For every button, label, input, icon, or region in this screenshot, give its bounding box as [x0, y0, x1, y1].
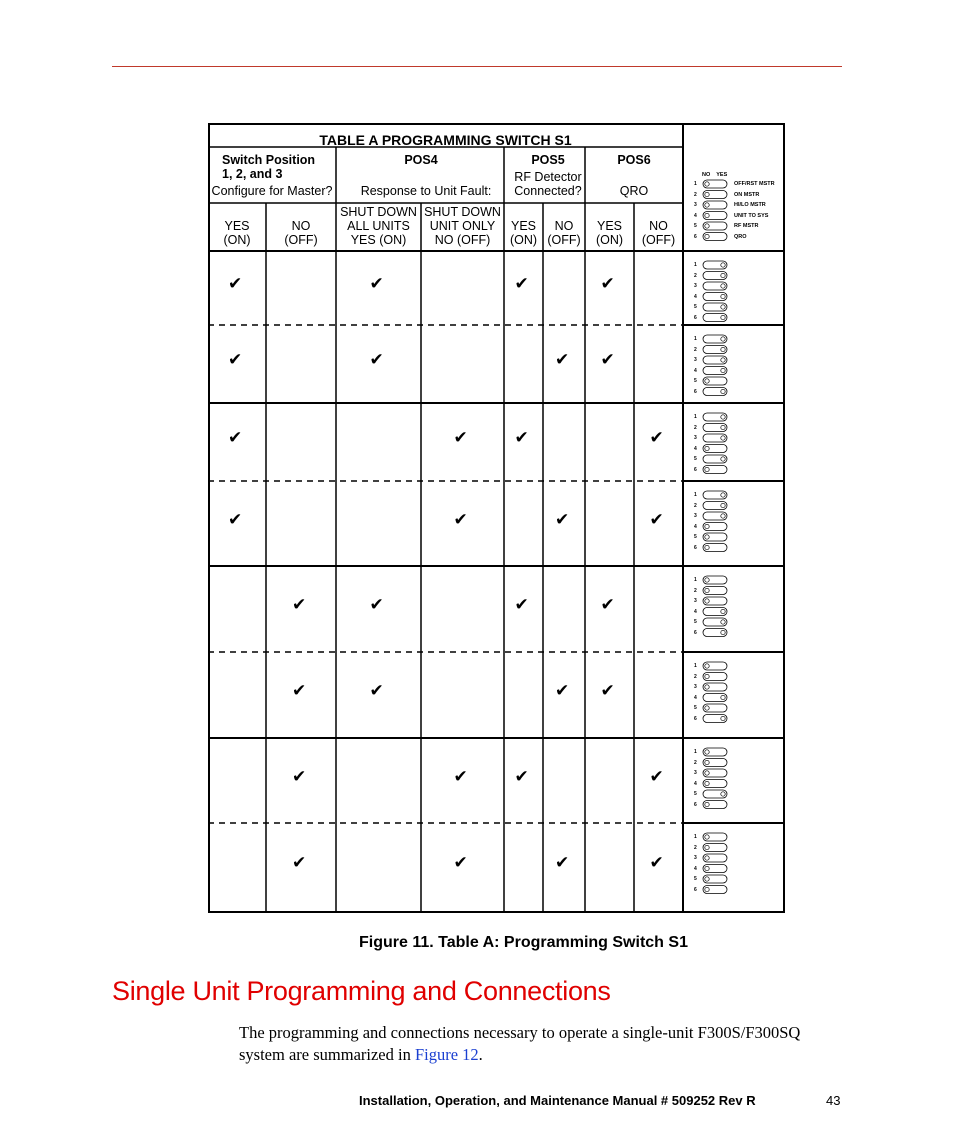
switch-number: 5	[694, 705, 697, 711]
switch-toggle	[721, 609, 725, 613]
check-mark: ✔	[228, 509, 243, 530]
switch-number: 3	[694, 770, 697, 776]
check-mark: ✔	[600, 595, 615, 615]
switch-toggle	[705, 446, 709, 450]
switch-toggle	[721, 792, 725, 796]
switch-number: 2	[694, 759, 697, 766]
switch-toggle	[705, 467, 709, 471]
dip-switch-diagram	[703, 491, 727, 552]
switch-toggle	[705, 599, 709, 603]
switch-number: 3	[694, 598, 697, 604]
switch-number: 1	[694, 577, 697, 583]
check-mark: ✔	[600, 274, 615, 294]
switch-toggle	[721, 716, 725, 720]
switch-number: 6	[694, 388, 697, 395]
switch-toggle	[705, 835, 709, 839]
check-mark: ✔	[453, 853, 468, 873]
switch-toggle	[705, 856, 709, 860]
switch-toggle	[705, 213, 709, 217]
switch-toggle	[721, 315, 725, 319]
switch-number: 5	[694, 619, 697, 625]
switch-number: 6	[694, 886, 697, 893]
switch-number: 3	[694, 202, 697, 208]
pos4-label: POS4	[404, 153, 438, 167]
table-title: TABLE A PROGRAMMING SWITCH S1	[319, 132, 572, 148]
dip-switch-diagram	[703, 413, 727, 474]
switch-toggle	[705, 866, 709, 870]
switch-function-label: HI/LO MSTR	[734, 202, 766, 208]
switch-number: 4	[694, 865, 697, 872]
switch-number: 4	[694, 293, 697, 300]
switch-toggle	[721, 347, 725, 351]
switch-number: 1	[694, 181, 697, 187]
switch-toggle	[721, 263, 725, 267]
switch-number: 5	[694, 876, 697, 882]
switch-number: 1	[694, 663, 697, 669]
dip-switch-diagram	[703, 335, 727, 396]
body-text: The programming and connections necessary to operate a single-unit F300S/F300SQ system are summarized in	[239, 1023, 801, 1064]
pos4-question: Response to Unit Fault:	[360, 184, 492, 198]
check-mark: ✔	[555, 509, 570, 530]
dip-switch-diagram	[703, 748, 727, 809]
switch-number: 3	[694, 855, 697, 861]
page-number: 43	[826, 1093, 841, 1108]
switch-number: 4	[694, 608, 697, 615]
switch-toggle	[705, 674, 709, 678]
check-mark: ✔	[292, 681, 307, 701]
dip-switch-diagram	[703, 662, 727, 723]
switch-toggle	[721, 294, 725, 298]
switch-toggle	[705, 845, 709, 849]
switch-toggle	[705, 588, 709, 592]
switch-number: 2	[694, 272, 697, 279]
pos5-label: POS5	[531, 153, 565, 167]
switch-number: 4	[694, 780, 697, 787]
check-mark: ✔	[514, 428, 529, 448]
switch-toggle	[705, 578, 709, 582]
switch-function-label: UNIT TO SYS	[734, 212, 769, 219]
switch-number: 2	[694, 191, 697, 198]
switch-toggle	[705, 771, 709, 775]
switch-number: 2	[694, 587, 697, 594]
check-mark: ✔	[555, 853, 570, 873]
switch-toggle	[721, 620, 725, 624]
column-header: YES (ON)	[509, 219, 538, 247]
check-mark: ✔	[369, 681, 384, 701]
switch-toggle	[721, 436, 725, 440]
switch-number: 2	[694, 502, 697, 509]
switch-function-label: QRO	[734, 233, 747, 240]
check-mark: ✔	[514, 595, 529, 615]
figure-12-link[interactable]: Figure 12	[414, 1045, 479, 1064]
switch-number: 6	[694, 801, 697, 808]
switch-number: 3	[694, 283, 697, 289]
switch-number: 3	[694, 513, 697, 519]
switch-number: 4	[694, 523, 697, 530]
switch-number: 1	[694, 336, 697, 342]
switch-number: 4	[694, 445, 697, 452]
check-mark: ✔	[649, 766, 664, 787]
switch-function-label: OFF/RST MSTR	[734, 181, 775, 187]
switch-toggle	[705, 224, 709, 228]
switch-number: 6	[694, 715, 697, 722]
switch-toggle	[705, 182, 709, 186]
column-header: NO (OFF)	[547, 219, 581, 247]
switch-toggle	[705, 524, 709, 528]
check-mark: ✔	[600, 350, 615, 370]
switch-function-label: ON MSTR	[734, 191, 760, 198]
switch-toggle	[721, 415, 725, 419]
switch-toggle	[705, 234, 709, 238]
switch-number: 5	[694, 791, 697, 797]
switch-toggle	[705, 781, 709, 785]
figure-caption: Figure 11. Table A: Programming Switch S1	[359, 934, 688, 951]
switch-toggle	[705, 887, 709, 891]
switch-number: 5	[694, 378, 697, 384]
dip-switch-diagram	[703, 261, 727, 322]
switch-number: 1	[694, 749, 697, 755]
check-mark: ✔	[228, 428, 243, 448]
check-mark: ✔	[228, 350, 243, 370]
column-header: YES (ON)	[223, 219, 251, 247]
switch-toggle	[705, 750, 709, 754]
check-mark: ✔	[292, 853, 307, 873]
check-mark: ✔	[453, 766, 468, 787]
check-mark: ✔	[649, 853, 664, 873]
switch-number: 2	[694, 673, 697, 680]
switch-number: 2	[694, 424, 697, 431]
switch-toggle	[705, 802, 709, 806]
switch-toggle	[705, 379, 709, 383]
check-mark: ✔	[369, 595, 384, 615]
check-mark: ✔	[600, 681, 615, 701]
switch-number: 6	[694, 629, 697, 636]
programming-switch-table	[208, 123, 785, 913]
switch-position-label: Switch Position 1, 2, and 3	[222, 153, 316, 181]
column-header: NO (OFF)	[284, 219, 318, 247]
switch-toggle	[705, 685, 709, 689]
switch-number: 4	[694, 212, 697, 219]
switch-toggle	[721, 503, 725, 507]
footer-manual-title: Installation, Operation, and Maintenance Manual # 509252 Rev R	[359, 1093, 756, 1108]
section-heading: Single Unit Programming and Connections	[112, 976, 611, 1006]
column-header: SHUT DOWN ALL UNITS YES (ON)	[340, 205, 417, 247]
switch-toggle	[721, 337, 725, 341]
switch-toggle	[721, 358, 725, 362]
switch-toggle	[721, 457, 725, 461]
switch-no-yes-header: NO YES	[702, 172, 728, 178]
switch-number: 1	[694, 492, 697, 498]
top-rule	[112, 66, 842, 67]
switch-toggle	[705, 760, 709, 764]
column-header: NO (OFF)	[641, 219, 676, 247]
switch-toggle	[721, 389, 725, 393]
switch-number: 4	[694, 367, 697, 374]
column-header: YES (ON)	[595, 219, 624, 247]
switch-toggle	[721, 695, 725, 699]
switch-toggle	[705, 203, 709, 207]
dip-switch-diagram	[703, 180, 727, 241]
switch-number: 6	[694, 466, 697, 473]
switch-number: 6	[694, 544, 697, 551]
configure-master-label: Configure for Master?	[211, 184, 333, 198]
switch-number: 5	[694, 304, 697, 310]
switch-number: 6	[694, 233, 697, 240]
switch-toggle	[705, 535, 709, 539]
switch-number: 5	[694, 456, 697, 462]
switch-toggle	[721, 273, 725, 277]
switch-toggle	[721, 368, 725, 372]
switch-toggle	[721, 493, 725, 497]
column-header: SHUT DOWN UNIT ONLY NO (OFF)	[424, 205, 501, 247]
body-end: .	[478, 1045, 483, 1064]
dip-switch-diagram	[703, 576, 727, 637]
dip-switch-diagram	[703, 833, 727, 894]
check-mark: ✔	[514, 766, 529, 787]
switch-toggle	[721, 630, 725, 634]
switch-number: 3	[694, 357, 697, 363]
check-mark: ✔	[453, 428, 468, 448]
switch-toggle	[705, 664, 709, 668]
switch-toggle	[705, 545, 709, 549]
switch-number: 1	[694, 414, 697, 420]
check-mark: ✔	[555, 350, 570, 370]
switch-number: 4	[694, 694, 697, 701]
check-mark: ✔	[228, 274, 243, 294]
switch-number: 3	[694, 684, 697, 690]
switch-number: 5	[694, 534, 697, 540]
switch-toggle	[705, 706, 709, 710]
switch-toggle	[721, 305, 725, 309]
switch-number: 3	[694, 435, 697, 441]
switch-toggle	[705, 192, 709, 196]
switch-number: 2	[694, 346, 697, 353]
check-mark: ✔	[453, 509, 468, 530]
check-mark: ✔	[292, 595, 307, 615]
pos6-question: QRO	[619, 184, 649, 198]
switch-toggle	[721, 425, 725, 429]
pos6-label: POS6	[617, 153, 651, 167]
pos5-question: RF Detector Connected?	[514, 170, 582, 198]
check-mark: ✔	[649, 509, 664, 530]
switch-number: 6	[694, 314, 697, 321]
check-mark: ✔	[369, 350, 384, 370]
check-mark: ✔	[369, 274, 384, 294]
switch-number: 1	[694, 262, 697, 268]
switch-toggle	[721, 284, 725, 288]
check-mark: ✔	[555, 681, 570, 701]
switch-number: 5	[694, 223, 697, 229]
check-mark: ✔	[649, 428, 664, 448]
check-mark: ✔	[292, 766, 307, 787]
switch-number: 1	[694, 834, 697, 840]
check-mark: ✔	[514, 274, 529, 294]
switch-toggle	[705, 877, 709, 881]
switch-number: 2	[694, 844, 697, 851]
body-paragraph	[239, 1022, 844, 1066]
switch-toggle	[721, 514, 725, 518]
switch-function-label: RF MSTR	[734, 223, 759, 229]
